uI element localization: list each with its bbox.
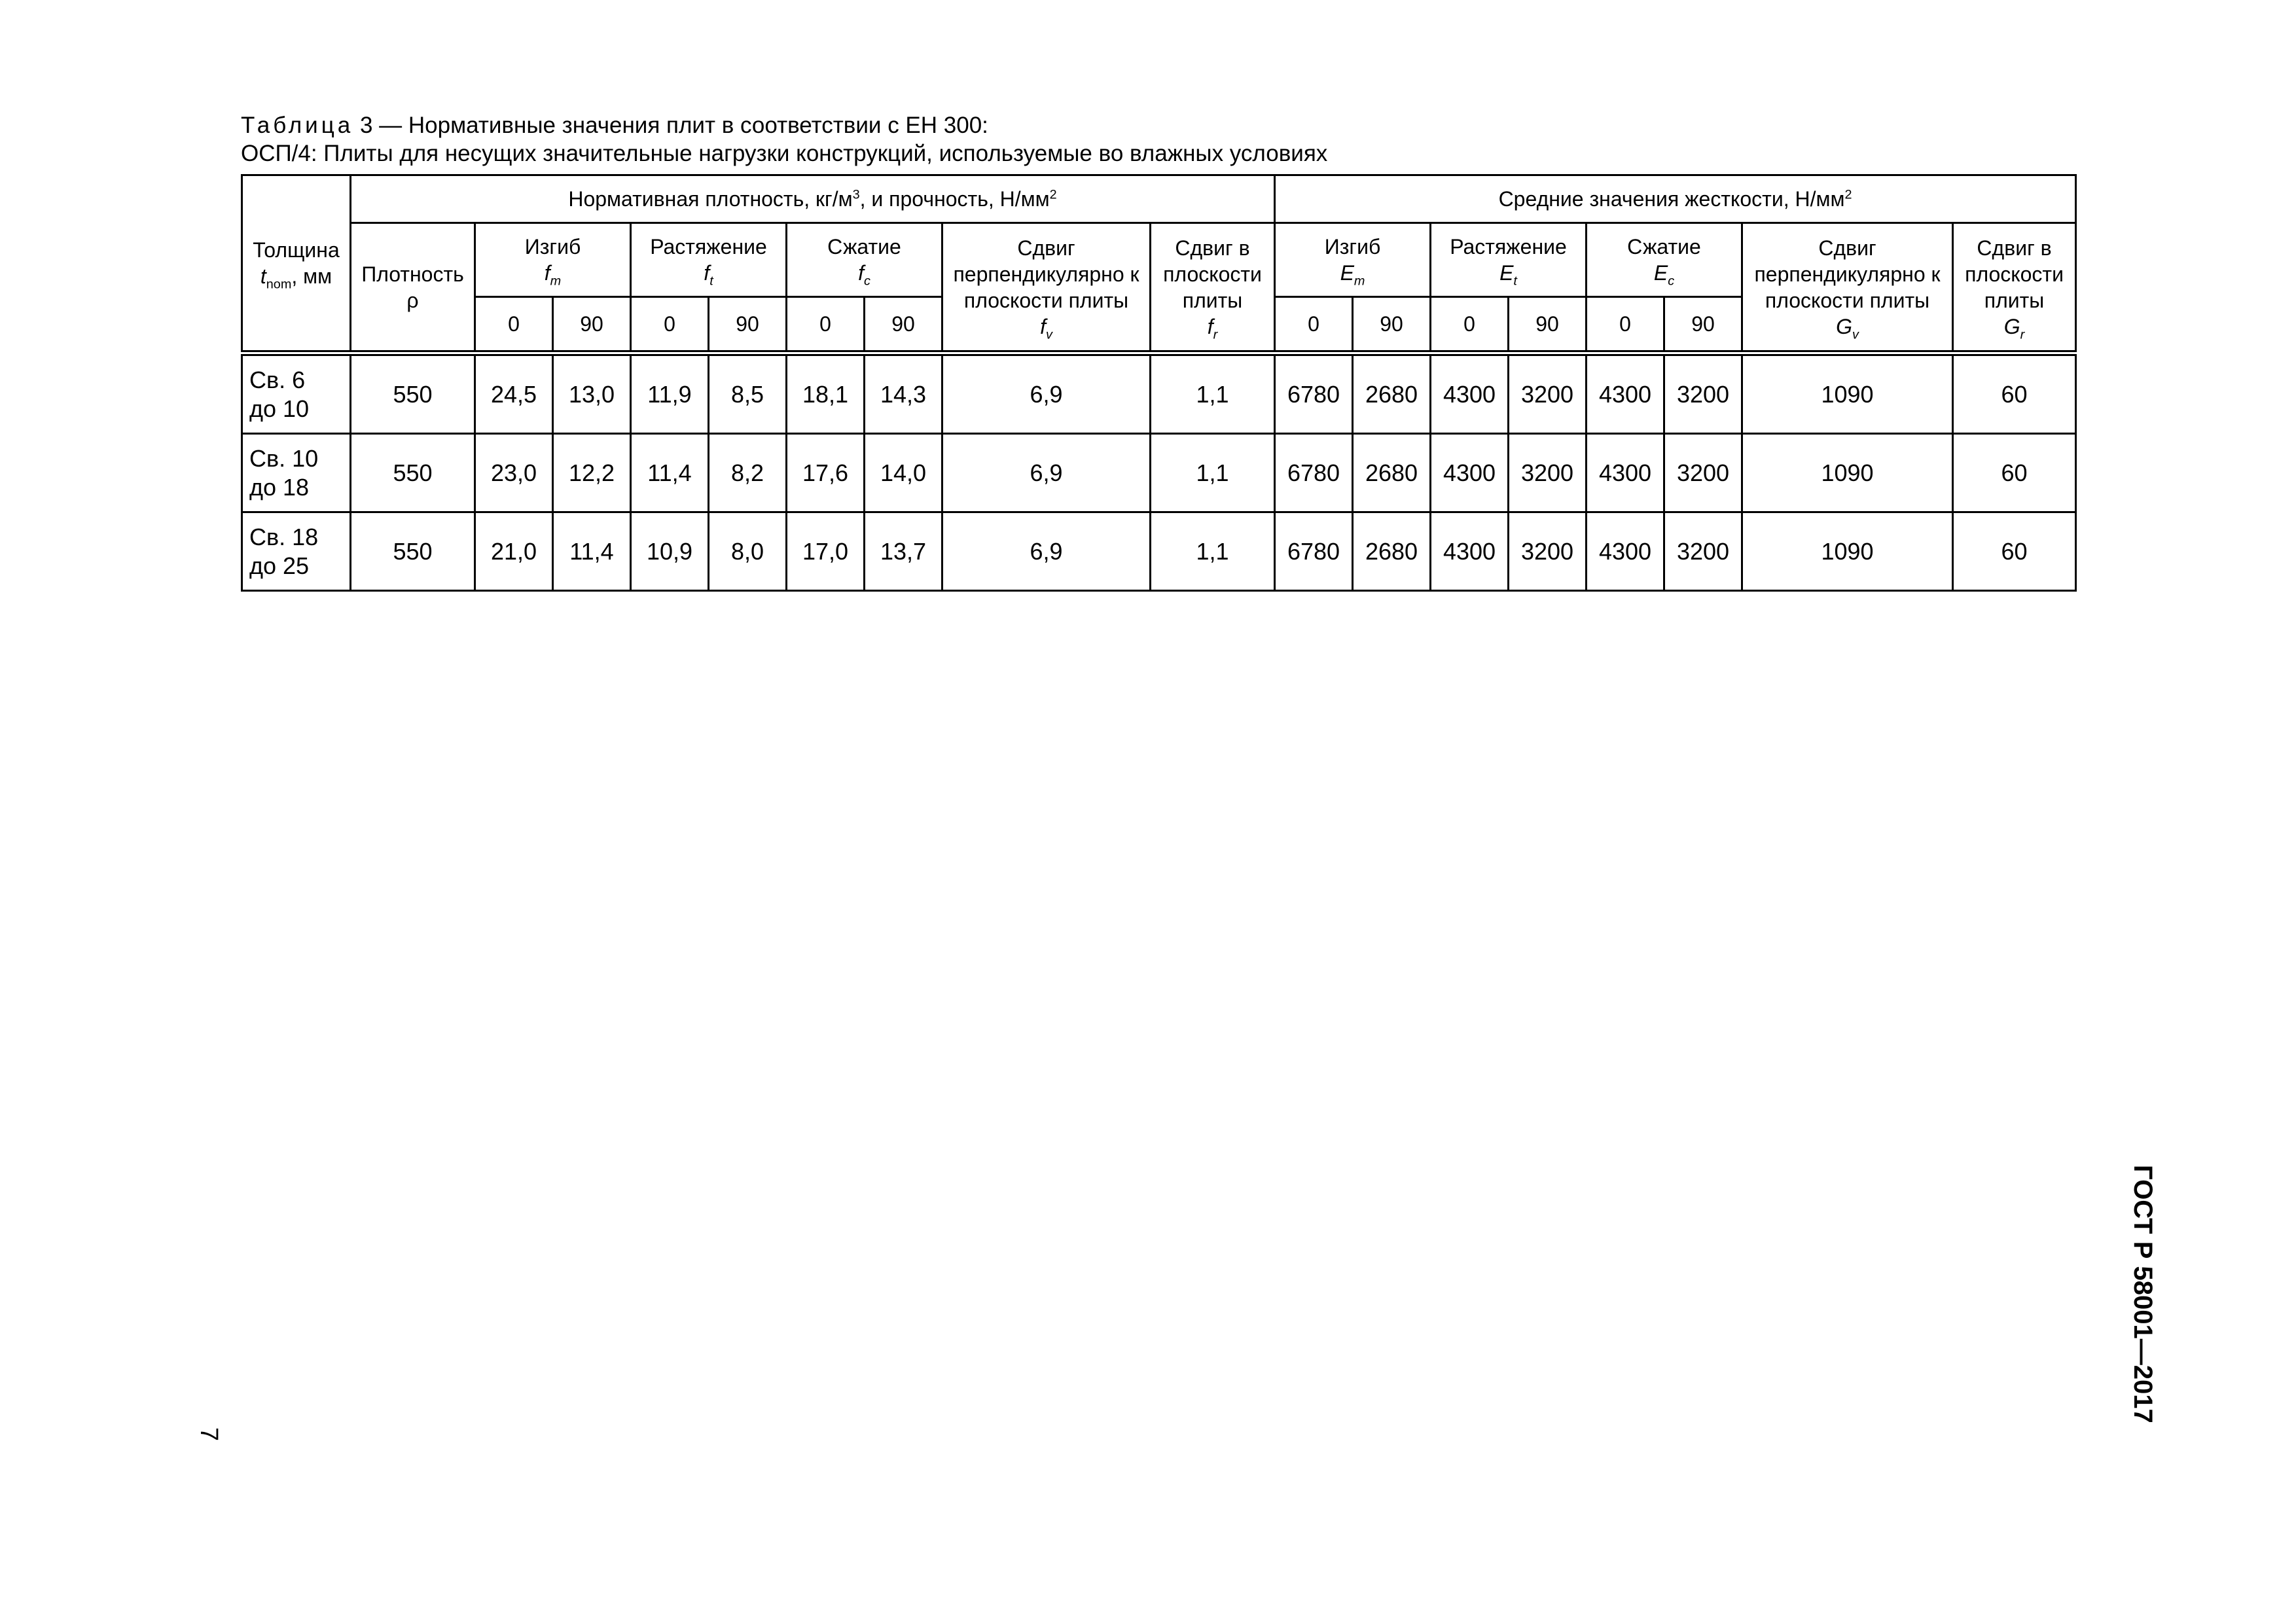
tension-stiffness-label: Растяжение [1450, 235, 1567, 259]
cell-em90: 2680 [1353, 353, 1431, 434]
header-shear-plane-stiffness [1953, 223, 2076, 353]
cell-fc0: 17,0 [787, 512, 865, 591]
cell-ec90: 3200 [1664, 434, 1742, 512]
cell-thickness [242, 353, 351, 434]
cell-fr: 1,1 [1151, 434, 1275, 512]
header-compression-stiffness [1587, 223, 1742, 297]
cell-fm90: 12,2 [553, 434, 631, 512]
cell-et0: 4300 [1431, 353, 1509, 434]
header-bending-strength [475, 223, 631, 297]
thickness-to: до 10 [249, 395, 310, 422]
cell-ec90: 3200 [1664, 353, 1742, 434]
cell-ec0: 4300 [1587, 434, 1664, 512]
cell-gr: 60 [1953, 434, 2076, 512]
bending-e-symbol: E [1340, 261, 1354, 285]
cell-gr: 60 [1953, 512, 2076, 591]
cell-density: 550 [351, 434, 475, 512]
header-compression-strength [787, 223, 942, 297]
properties-table [241, 174, 2077, 592]
cell-ft90: 8,0 [709, 512, 787, 591]
cell-et90: 3200 [1509, 512, 1587, 591]
shear-plane-stiffness-label: Сдвиг в плоскости плиты [1965, 236, 2064, 312]
cell-fm90: 13,0 [553, 353, 631, 434]
cell-em0: 6780 [1275, 434, 1353, 512]
compression-e-symbol: E [1653, 261, 1668, 285]
thickness-to: до 25 [249, 552, 310, 579]
bending-f-sub: m [550, 274, 562, 289]
cell-fv: 6,9 [942, 353, 1151, 434]
cell-et90: 3200 [1509, 434, 1587, 512]
cell-fv: 6,9 [942, 434, 1151, 512]
tension-f-sub: t [709, 274, 713, 289]
group-strength-sup: 3 [852, 187, 860, 202]
thickness-unit: , мм [291, 264, 332, 288]
cell-ec0: 4300 [1587, 353, 1664, 434]
header-tension-strength [631, 223, 787, 297]
shear-plane-f-symbol: f [1207, 314, 1213, 338]
header-thickness-label: Толщина [253, 238, 340, 262]
angle-cell: 0 [787, 297, 865, 353]
cell-density: 550 [351, 353, 475, 434]
cell-et0: 4300 [1431, 434, 1509, 512]
header-group-strength [351, 175, 1275, 223]
table-row [242, 434, 2076, 512]
group-stiffness-text: Средние значения жесткости, Н/мм [1498, 187, 1845, 211]
group-strength-text-b: , и прочность, Н/мм [859, 187, 1050, 211]
cell-fm0: 21,0 [475, 512, 553, 591]
cell-em0: 6780 [1275, 512, 1353, 591]
cell-fv: 6,9 [942, 512, 1151, 591]
caption-line-1 [241, 111, 1327, 139]
tension-f-symbol: f [704, 261, 710, 285]
header-thickness [242, 175, 351, 353]
cell-ft90: 8,5 [709, 353, 787, 434]
shear-perp-g-sub: v [1852, 327, 1859, 342]
cell-ft0: 11,4 [631, 434, 709, 512]
table-row [242, 512, 2076, 591]
cell-ft0: 10,9 [631, 512, 709, 591]
angle-cell: 90 [865, 297, 942, 353]
cell-em90: 2680 [1353, 512, 1431, 591]
density-symbol: ρ [406, 288, 419, 312]
shear-plane-f-sub: r [1213, 327, 1218, 342]
page-number: 7 [195, 1427, 223, 1442]
caption-title: 3 — Нормативные значения плит в соответствии с ЕН 300: [353, 113, 988, 138]
angle-cell: 90 [1509, 297, 1587, 353]
caption-label: Таблица [241, 113, 354, 138]
cell-em0: 6780 [1275, 353, 1353, 434]
document-standard-title: ГОСТ Р 58001—2017 [2128, 1165, 2157, 1423]
thickness-from: Св. 6 [249, 366, 306, 393]
header-bending-stiffness [1275, 223, 1431, 297]
compression-stiffness-label: Сжатие [1627, 235, 1701, 259]
density-label: Плотность [361, 262, 464, 286]
header-shear-plane-strength [1151, 223, 1275, 353]
table-caption [241, 111, 1327, 168]
cell-fm0: 24,5 [475, 353, 553, 434]
cell-et90: 3200 [1509, 353, 1587, 434]
thickness-sub: nom [266, 277, 292, 292]
angle-cell: 0 [1431, 297, 1509, 353]
compression-f-sub: c [863, 274, 870, 289]
cell-gr: 60 [1953, 353, 2076, 434]
group-strength-sup2: 2 [1049, 187, 1057, 202]
bending-stiffness-label: Изгиб [1324, 235, 1381, 259]
shear-plane-g-symbol: G [2003, 314, 2020, 338]
header-density [351, 223, 475, 353]
table-row [242, 353, 2076, 434]
cell-fr: 1,1 [1151, 353, 1275, 434]
tension-e-sub: t [1513, 274, 1517, 289]
cell-fc0: 18,1 [787, 353, 865, 434]
cell-fr: 1,1 [1151, 512, 1275, 591]
cell-em90: 2680 [1353, 434, 1431, 512]
cell-ft0: 11,9 [631, 353, 709, 434]
cell-fm0: 23,0 [475, 434, 553, 512]
header-row-properties [242, 223, 2076, 297]
header-group-stiffness [1275, 175, 2076, 223]
cell-thickness [242, 512, 351, 591]
angle-cell: 0 [631, 297, 709, 353]
cell-ft90: 8,2 [709, 434, 787, 512]
cell-gv: 1090 [1742, 434, 1953, 512]
cell-ec0: 4300 [1587, 512, 1664, 591]
angle-cell: 0 [475, 297, 553, 353]
shear-plane-g-sub: r [2020, 327, 2025, 342]
shear-perp-stiffness-label: Сдвиг перпендикулярно к плоскости плиты [1754, 236, 1941, 312]
compression-label: Сжатие [827, 235, 901, 259]
cell-gv: 1090 [1742, 512, 1953, 591]
tension-label: Растяжение [650, 235, 767, 259]
bending-e-sub: m [1354, 274, 1365, 289]
thickness-symbol: t [260, 264, 266, 288]
cell-ec90: 3200 [1664, 512, 1742, 591]
angle-cell: 0 [1275, 297, 1353, 353]
compression-f-symbol: f [858, 261, 864, 285]
shear-perp-f-symbol: f [1040, 314, 1046, 338]
thickness-from: Св. 10 [249, 444, 319, 472]
angle-cell: 90 [1353, 297, 1431, 353]
thickness-to: до 18 [249, 473, 310, 501]
thickness-from: Св. 18 [249, 523, 319, 550]
shear-perp-label: Сдвиг перпендикулярно к плоскости плиты [953, 236, 1139, 312]
angle-cell: 0 [1587, 297, 1664, 353]
angle-cell: 90 [1664, 297, 1742, 353]
cell-thickness [242, 434, 351, 512]
header-shear-perp-stiffness [1742, 223, 1953, 353]
bending-f-symbol: f [544, 261, 550, 285]
group-strength-text-a: Нормативная плотность, кг/м [568, 187, 853, 211]
compression-e-sub: c [1668, 274, 1675, 289]
bending-label: Изгиб [524, 235, 581, 259]
cell-density: 550 [351, 512, 475, 591]
angle-cell: 90 [709, 297, 787, 353]
header-tension-stiffness [1431, 223, 1587, 297]
cell-fc90: 14,0 [865, 434, 942, 512]
cell-fm90: 11,4 [553, 512, 631, 591]
shear-perp-f-sub: v [1045, 327, 1052, 342]
cell-et0: 4300 [1431, 512, 1509, 591]
shear-plane-label: Сдвиг в плоскости плиты [1163, 236, 1262, 312]
cell-fc90: 14,3 [865, 353, 942, 434]
shear-perp-g-symbol: G [1836, 314, 1852, 338]
cell-gv: 1090 [1742, 353, 1953, 434]
tension-e-symbol: E [1499, 261, 1514, 285]
header-shear-perp-strength [942, 223, 1151, 353]
caption-line-2: ОСП/4: Плиты для несущих значительные нагрузки конструкций, используемые во влажных условиях [241, 141, 1328, 166]
header-row-groups [242, 175, 2076, 223]
cell-fc0: 17,6 [787, 434, 865, 512]
cell-fc90: 13,7 [865, 512, 942, 591]
group-stiffness-sup: 2 [1844, 187, 1852, 202]
angle-cell: 90 [553, 297, 631, 353]
